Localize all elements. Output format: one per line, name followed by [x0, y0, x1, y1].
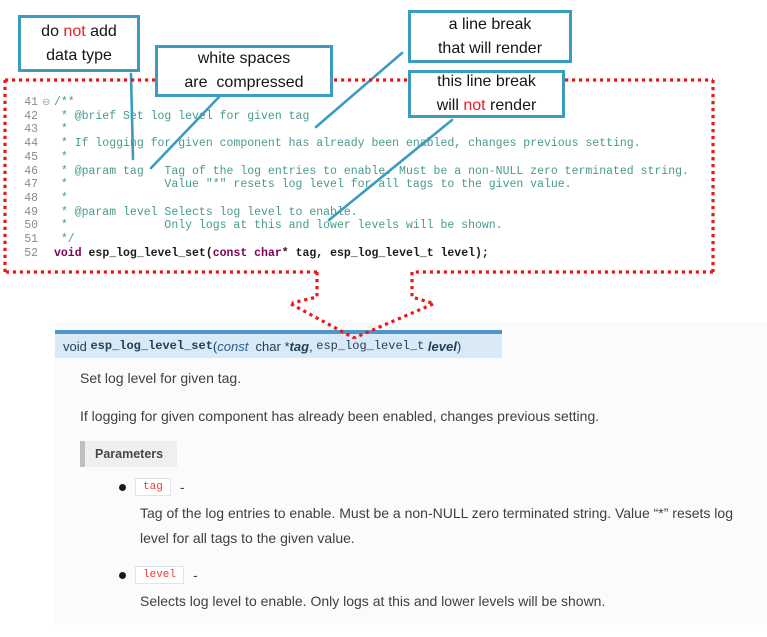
callout-text-segment: add [85, 22, 117, 40]
fold-gutter [42, 178, 54, 192]
callout-text [438, 37, 542, 61]
fold-gutter [42, 137, 54, 151]
callout-line-break-not-rendered [408, 70, 565, 118]
signature-token: esp_log_level_t [316, 339, 425, 353]
callout-text-segment: do [41, 22, 64, 40]
code-segment: * Value "*" resets log level for all tags to the given value. [54, 178, 572, 192]
callout-do-not-add-data-type [18, 15, 140, 72]
code-segment: * @param level Selects log level to enable. [54, 205, 358, 219]
param-desc-tag: Tag of the log entries to enable. Must be a non-NULL zero terminated string. Value “*” resets log level for all tags to the given value. [140, 505, 733, 546]
line-number: 51 [24, 233, 38, 247]
code-segment: * [54, 150, 68, 164]
callout-white-spaces-compressed [155, 45, 333, 97]
code-segment: esp_log_level_set( [81, 246, 213, 260]
code-line [8, 123, 689, 137]
callout-text-segment: that will render [437, 39, 543, 57]
code-line [8, 110, 689, 124]
fold-gutter [42, 110, 54, 124]
fold-gutter [42, 247, 54, 261]
signature-token: level [427, 338, 457, 354]
fold-gutter [42, 165, 54, 179]
fold-gutter [42, 206, 54, 220]
code-line [8, 192, 689, 206]
code-line [8, 96, 689, 110]
parameters-heading: Parameters [80, 441, 177, 467]
line-number: 45 [24, 150, 38, 164]
doc-brief: Set log level for given tag. [80, 370, 242, 386]
line-number: 41 [24, 96, 38, 109]
fold-gutter [42, 192, 54, 206]
code-line [8, 219, 689, 233]
function-signature-bar [55, 330, 502, 358]
code-segment [247, 247, 254, 261]
callout-text-segment: this line break [437, 73, 536, 90]
callout-text-segment: render [485, 97, 537, 114]
callout-text-segment: data type [46, 46, 112, 64]
code-segment: * [54, 191, 68, 205]
code-line [8, 206, 689, 220]
fold-gutter [42, 219, 54, 233]
param-desc-level: Selects log level to enable. Only logs at this and lower levels will be shown. [140, 593, 606, 609]
callout-text [437, 94, 537, 118]
signature-token: tag [289, 338, 310, 354]
callout-text [41, 20, 117, 44]
fold-collapse-icon[interactable]: ⊖ [42, 97, 51, 108]
fold-gutter [42, 233, 54, 247]
code-segment: const [212, 246, 248, 260]
code-line [8, 137, 689, 151]
code-segment: */ [54, 233, 75, 247]
code-segment: * @param tag Tag of the log entries to enable. Must be a non-NULL zero terminated string. [54, 164, 689, 178]
doc-paragraph: If logging for given component has already been enabled, changes previous setting. [80, 408, 600, 424]
param-chip-tag: tag [135, 478, 171, 496]
line-number: 44 [24, 137, 38, 151]
signature-token: char * [255, 338, 290, 354]
code-segment: void [54, 246, 82, 260]
code-segment: * tag, esp_log_level_t level); [281, 246, 489, 260]
callout-text-segment: a line break [448, 15, 532, 33]
line-number: 42 [24, 109, 38, 123]
code-segment: * Only logs at this and lower levels will be shown. [54, 219, 503, 233]
code-segment: * @brief Set log level for given tag [54, 109, 310, 123]
signature-token: ( [212, 338, 218, 354]
signature-token: , [309, 338, 317, 354]
param-chip-level: level [135, 566, 184, 584]
emphasis-red-text: not [63, 22, 86, 40]
callout-text-segment: will [436, 97, 464, 114]
callout-text [437, 70, 536, 94]
bullet-icon [119, 572, 126, 579]
line-number: 52 [24, 246, 38, 260]
dotted-arrow-left-drop [292, 272, 317, 303]
signature-token [248, 339, 255, 354]
param-list-item [119, 478, 184, 496]
callout-text-segment: are compressed [184, 74, 304, 91]
param-separator: - [193, 567, 198, 583]
line-number: 46 [24, 164, 38, 178]
param-separator: - [179, 479, 185, 495]
line-number: 43 [24, 123, 38, 137]
signature-token: ) [456, 338, 462, 354]
code-segment: * [54, 123, 68, 137]
callout-text [449, 13, 532, 37]
code-line [8, 178, 689, 192]
code-editor [8, 96, 689, 260]
code-line [8, 165, 689, 179]
dotted-arrow-right-drop [412, 272, 432, 303]
signature-token: const [217, 338, 249, 354]
callout-line-break-that-renders [408, 10, 572, 63]
line-number: 49 [24, 205, 38, 219]
callout-text [198, 47, 291, 71]
param-list-item [119, 566, 198, 584]
code-line [8, 233, 689, 247]
signature-token: esp_log_level_set [90, 339, 213, 353]
callout-text-segment: white spaces [197, 50, 291, 67]
signature-token: void [63, 338, 91, 354]
fold-gutter [42, 151, 54, 165]
code-line [8, 151, 689, 165]
callout-text [184, 71, 303, 95]
bullet-icon [119, 484, 126, 491]
code-segment: * If logging for given component has already been enabled, changes previous setting. [54, 137, 641, 151]
callout-text [46, 44, 112, 68]
emphasis-red-text: not [463, 97, 486, 114]
line-number: 47 [24, 178, 38, 192]
line-number: 50 [24, 219, 38, 233]
code-segment: /** [54, 96, 75, 109]
fold-gutter [42, 123, 54, 137]
line-number: 48 [24, 191, 38, 205]
code-segment: char [254, 246, 282, 260]
code-line [8, 247, 689, 261]
doc-panel [55, 322, 767, 625]
